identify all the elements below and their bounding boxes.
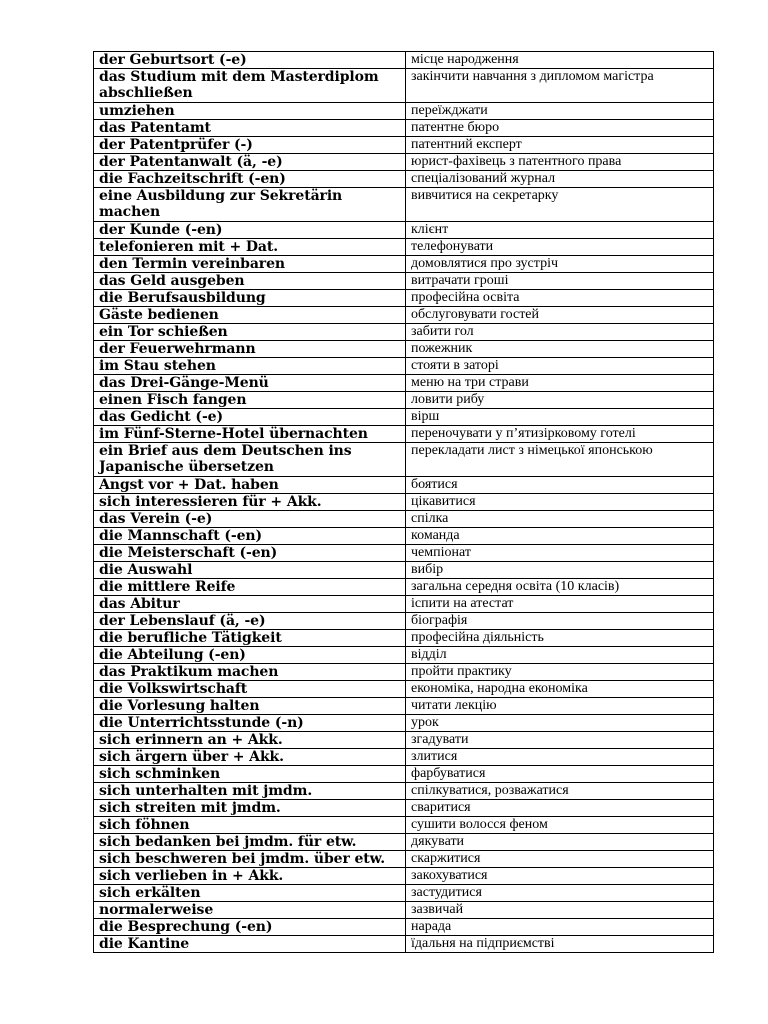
ukrainian-translation: забити гол (406, 324, 714, 341)
table-row (94, 494, 714, 511)
german-term: Angst vor + Dat. haben (94, 477, 406, 494)
german-term: sich schminken (94, 766, 406, 783)
german-term: der Patentprüfer (-) (94, 137, 406, 154)
ukrainian-translation: патентне бюро (406, 120, 714, 137)
ukrainian-translation: економіка, народна економіка (406, 681, 714, 698)
table-row (94, 545, 714, 562)
ukrainian-translation: професійна діяльність (406, 630, 714, 647)
german-term: die Meisterschaft (-en) (94, 545, 406, 562)
table-row (94, 817, 714, 834)
table-row (94, 358, 714, 375)
table-row (94, 664, 714, 681)
german-term: das Drei-Gänge-Menü (94, 375, 406, 392)
table-row (94, 120, 714, 137)
table-row (94, 341, 714, 358)
german-term: die berufliche Tätigkeit (94, 630, 406, 647)
ukrainian-translation: нарада (406, 919, 714, 936)
ukrainian-translation: спілкуватися, розважатися (406, 783, 714, 800)
ukrainian-translation: пожежник (406, 341, 714, 358)
table-row (94, 222, 714, 239)
german-term: der Kunde (-en) (94, 222, 406, 239)
table-row (94, 613, 714, 630)
ukrainian-translation: біографія (406, 613, 714, 630)
vocabulary-table (93, 51, 714, 953)
german-term: die Unterrichtsstunde (-n) (94, 715, 406, 732)
ukrainian-translation: переночувати у п’ятизірковому готелі (406, 426, 714, 443)
german-term: das Praktikum machen (94, 664, 406, 681)
ukrainian-translation: зазвичай (406, 902, 714, 919)
table-row (94, 307, 714, 324)
table-row (94, 630, 714, 647)
german-term: der Patentanwalt (ä, -e) (94, 154, 406, 171)
vocabulary-table-body (94, 52, 714, 953)
vocabulary-page (93, 51, 714, 953)
table-row (94, 681, 714, 698)
table-row (94, 562, 714, 579)
german-term: die Berufsausbildung (94, 290, 406, 307)
ukrainian-translation: боятися (406, 477, 714, 494)
table-row (94, 290, 714, 307)
ukrainian-translation: скаржитися (406, 851, 714, 868)
table-row (94, 137, 714, 154)
german-term: die Vorlesung halten (94, 698, 406, 715)
table-row (94, 919, 714, 936)
german-term: die Volkswirtschaft (94, 681, 406, 698)
ukrainian-translation: сушити волосся феном (406, 817, 714, 834)
table-row (94, 834, 714, 851)
ukrainian-translation: закінчити навчання з дипломом магістра (406, 69, 714, 103)
table-row (94, 851, 714, 868)
ukrainian-translation: чемпіонат (406, 545, 714, 562)
ukrainian-translation: перекладати лист з німецької японською (406, 443, 714, 477)
german-term: die Fachzeitschrift (-en) (94, 171, 406, 188)
table-row (94, 52, 714, 69)
german-term: telefonieren mit + Dat. (94, 239, 406, 256)
german-term: sich unterhalten mit jmdm. (94, 783, 406, 800)
table-row (94, 426, 714, 443)
german-term: Gäste bedienen (94, 307, 406, 324)
table-row (94, 749, 714, 766)
table-row (94, 239, 714, 256)
ukrainian-translation: обслуговувати гостей (406, 307, 714, 324)
table-row (94, 443, 714, 477)
ukrainian-translation: пройти практику (406, 664, 714, 681)
ukrainian-translation: фарбуватися (406, 766, 714, 783)
table-row (94, 273, 714, 290)
german-term: sich bedanken bei jmdm. für etw. (94, 834, 406, 851)
table-row (94, 477, 714, 494)
ukrainian-translation: домовлятися про зустріч (406, 256, 714, 273)
table-row (94, 766, 714, 783)
german-term: der Lebenslauf (ä, -e) (94, 613, 406, 630)
german-term: das Geld ausgeben (94, 273, 406, 290)
ukrainian-translation: вірш (406, 409, 714, 426)
table-row (94, 528, 714, 545)
table-row (94, 511, 714, 528)
german-term: das Gedicht (-e) (94, 409, 406, 426)
german-term: das Verein (-e) (94, 511, 406, 528)
ukrainian-translation: загальна середня освіта (10 класів) (406, 579, 714, 596)
ukrainian-translation: ловити рибу (406, 392, 714, 409)
german-term: der Geburtsort (-e) (94, 52, 406, 69)
table-row (94, 800, 714, 817)
german-term: sich streiten mit jmdm. (94, 800, 406, 817)
table-row (94, 324, 714, 341)
german-term: sich verlieben in + Akk. (94, 868, 406, 885)
german-term: den Termin vereinbaren (94, 256, 406, 273)
ukrainian-translation: злитися (406, 749, 714, 766)
german-term: normalerweise (94, 902, 406, 919)
ukrainian-translation: витрачати гроші (406, 273, 714, 290)
german-term: das Abitur (94, 596, 406, 613)
german-term: das Patentamt (94, 120, 406, 137)
ukrainian-translation: патентний експерт (406, 137, 714, 154)
ukrainian-translation: сваритися (406, 800, 714, 817)
german-term: das Studium mit dem Masterdiplom abschließen (94, 69, 406, 103)
table-row (94, 885, 714, 902)
german-term: ein Tor schießen (94, 324, 406, 341)
german-term: im Stau stehen (94, 358, 406, 375)
german-term: ein Brief aus dem Deutschen ins Japanische übersetzen (94, 443, 406, 477)
ukrainian-translation: меню на три страви (406, 375, 714, 392)
ukrainian-translation: місце народження (406, 52, 714, 69)
german-term: sich ärgern über + Akk. (94, 749, 406, 766)
ukrainian-translation: дякувати (406, 834, 714, 851)
german-term: sich erkälten (94, 885, 406, 902)
table-row (94, 375, 714, 392)
german-term: die Mannschaft (-en) (94, 528, 406, 545)
table-row (94, 783, 714, 800)
german-term: die mittlere Reife (94, 579, 406, 596)
german-term: sich interessieren für + Akk. (94, 494, 406, 511)
ukrainian-translation: юрист-фахівець з патентного права (406, 154, 714, 171)
table-row (94, 154, 714, 171)
ukrainian-translation: застудитися (406, 885, 714, 902)
ukrainian-translation: професійна освіта (406, 290, 714, 307)
ukrainian-translation: вивчитися на секретарку (406, 188, 714, 222)
ukrainian-translation: закохуватися (406, 868, 714, 885)
german-term: im Fünf-Sterne-Hotel übernachten (94, 426, 406, 443)
table-row (94, 69, 714, 103)
table-row (94, 698, 714, 715)
german-term: sich beschweren bei jmdm. über etw. (94, 851, 406, 868)
ukrainian-translation: читати лекцію (406, 698, 714, 715)
ukrainian-translation: урок (406, 715, 714, 732)
table-row (94, 647, 714, 664)
ukrainian-translation: стояти в заторі (406, 358, 714, 375)
ukrainian-translation: телефонувати (406, 239, 714, 256)
table-row (94, 936, 714, 953)
ukrainian-translation: цікавитися (406, 494, 714, 511)
ukrainian-translation: спеціалізований журнал (406, 171, 714, 188)
table-row (94, 171, 714, 188)
german-term: die Besprechung (-en) (94, 919, 406, 936)
german-term: umziehen (94, 103, 406, 120)
ukrainian-translation: їдальня на підприємстві (406, 936, 714, 953)
table-row (94, 732, 714, 749)
german-term: sich erinnern an + Akk. (94, 732, 406, 749)
ukrainian-translation: команда (406, 528, 714, 545)
ukrainian-translation: вибір (406, 562, 714, 579)
table-row (94, 868, 714, 885)
ukrainian-translation: переїжджати (406, 103, 714, 120)
table-row (94, 392, 714, 409)
table-row (94, 715, 714, 732)
german-term: die Abteilung (-en) (94, 647, 406, 664)
ukrainian-translation: відділ (406, 647, 714, 664)
ukrainian-translation: згадувати (406, 732, 714, 749)
german-term: der Feuerwehrmann (94, 341, 406, 358)
table-row (94, 902, 714, 919)
german-term: einen Fisch fangen (94, 392, 406, 409)
german-term: die Kantine (94, 936, 406, 953)
table-row (94, 256, 714, 273)
table-row (94, 188, 714, 222)
ukrainian-translation: спілка (406, 511, 714, 528)
table-row (94, 103, 714, 120)
ukrainian-translation: клієнт (406, 222, 714, 239)
ukrainian-translation: іспити на атестат (406, 596, 714, 613)
table-row (94, 596, 714, 613)
german-term: sich föhnen (94, 817, 406, 834)
table-row (94, 579, 714, 596)
table-row (94, 409, 714, 426)
german-term: die Auswahl (94, 562, 406, 579)
german-term: eine Ausbildung zur Sekretärin machen (94, 188, 406, 222)
